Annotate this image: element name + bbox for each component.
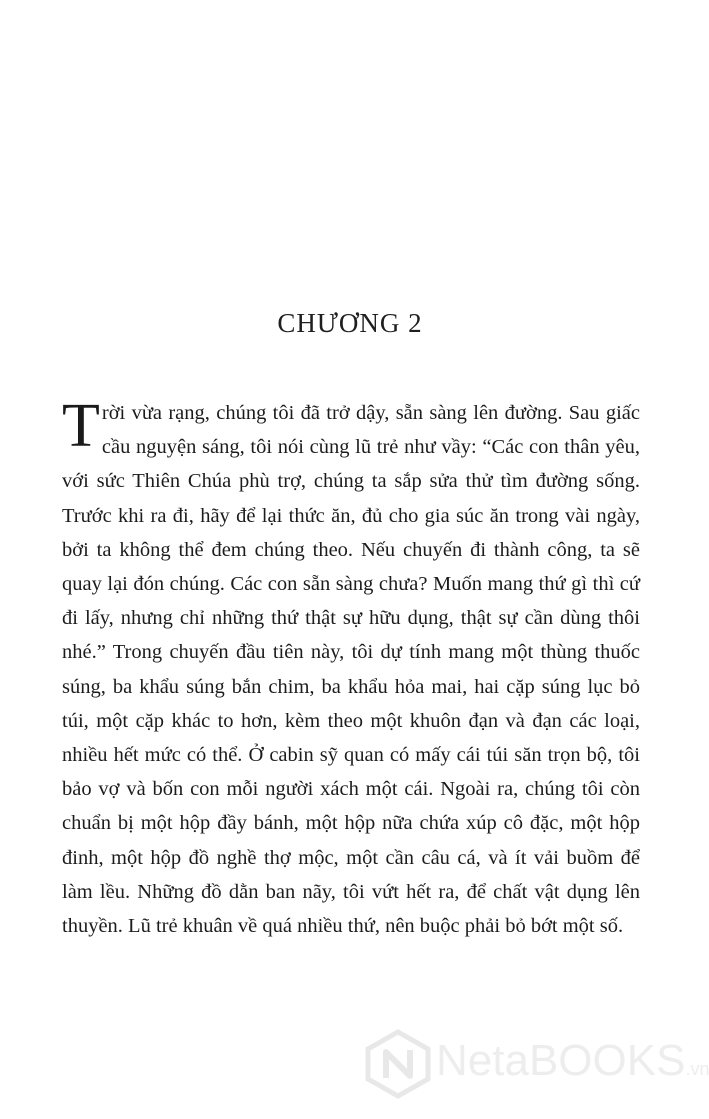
watermark-text — [436, 1036, 709, 1086]
paragraph-text: rời vừa rạng, chúng tôi đã trở dậy, sẵn sàng lên đường. Sau giấc cầu nguyện sáng, tôi nói cùng lũ trẻ như vầy: “Các con thân yêu, với sức Thiên Chúa phù trợ, chúng ta sắp sửa thử tìm đường sống. Trước khi ra đi, hãy để lại thức ăn, đủ cho gia súc ăn trong vài ngày, bởi ta không thể đem chúng theo. Nếu chuyến đi thành công, ta sẽ quay lại đón chúng. Các con sẵn sàng chưa? Muốn mang thứ gì thì cứ đi lấy, nhưng chỉ những thứ thật sự hữu dụng, thật sự cần dùng thôi nhé.” Trong chuyến đầu tiên này, tôi dự tính mang một thùng thuốc súng, ba khẩu súng bắn chim, ba khẩu hỏa mai, hai cặp súng lục bỏ túi, một cặp khác to hơn, kèm theo một khuôn đạn và đạn các loại, nhiều hết mức có thể. Ở cabin sỹ quan có mấy cái túi săn trọn bộ, tôi bảo vợ và bốn con mỗi người xách một cái. Ngoài ra, chúng tôi còn chuẩn bị một hộp đầy bánh, một hộp nữa chứa xúp cô đặc, một hộp đinh, một hộp đồ nghề thợ mộc, một cần câu cá, và ít vải buồm để làm lều. Những đồ dằn ban nãy, tôi vứt hết ra, để chất vật dụng lên thuyền. Lũ trẻ khuân về quá nhiều thứ, nên buộc phải bỏ bớt một số. — [62, 402, 640, 938]
watermark-suffix: .vn — [685, 1059, 709, 1079]
chapter-body-paragraph — [62, 392, 640, 943]
watermark-brand: NetaBOOKS — [436, 1036, 686, 1085]
netabooks-n-logo-icon — [364, 1030, 432, 1098]
drop-cap: T — [62, 392, 100, 460]
watermark — [364, 1026, 709, 1106]
chapter-title: CHƯƠNG 2 — [277, 308, 423, 338]
